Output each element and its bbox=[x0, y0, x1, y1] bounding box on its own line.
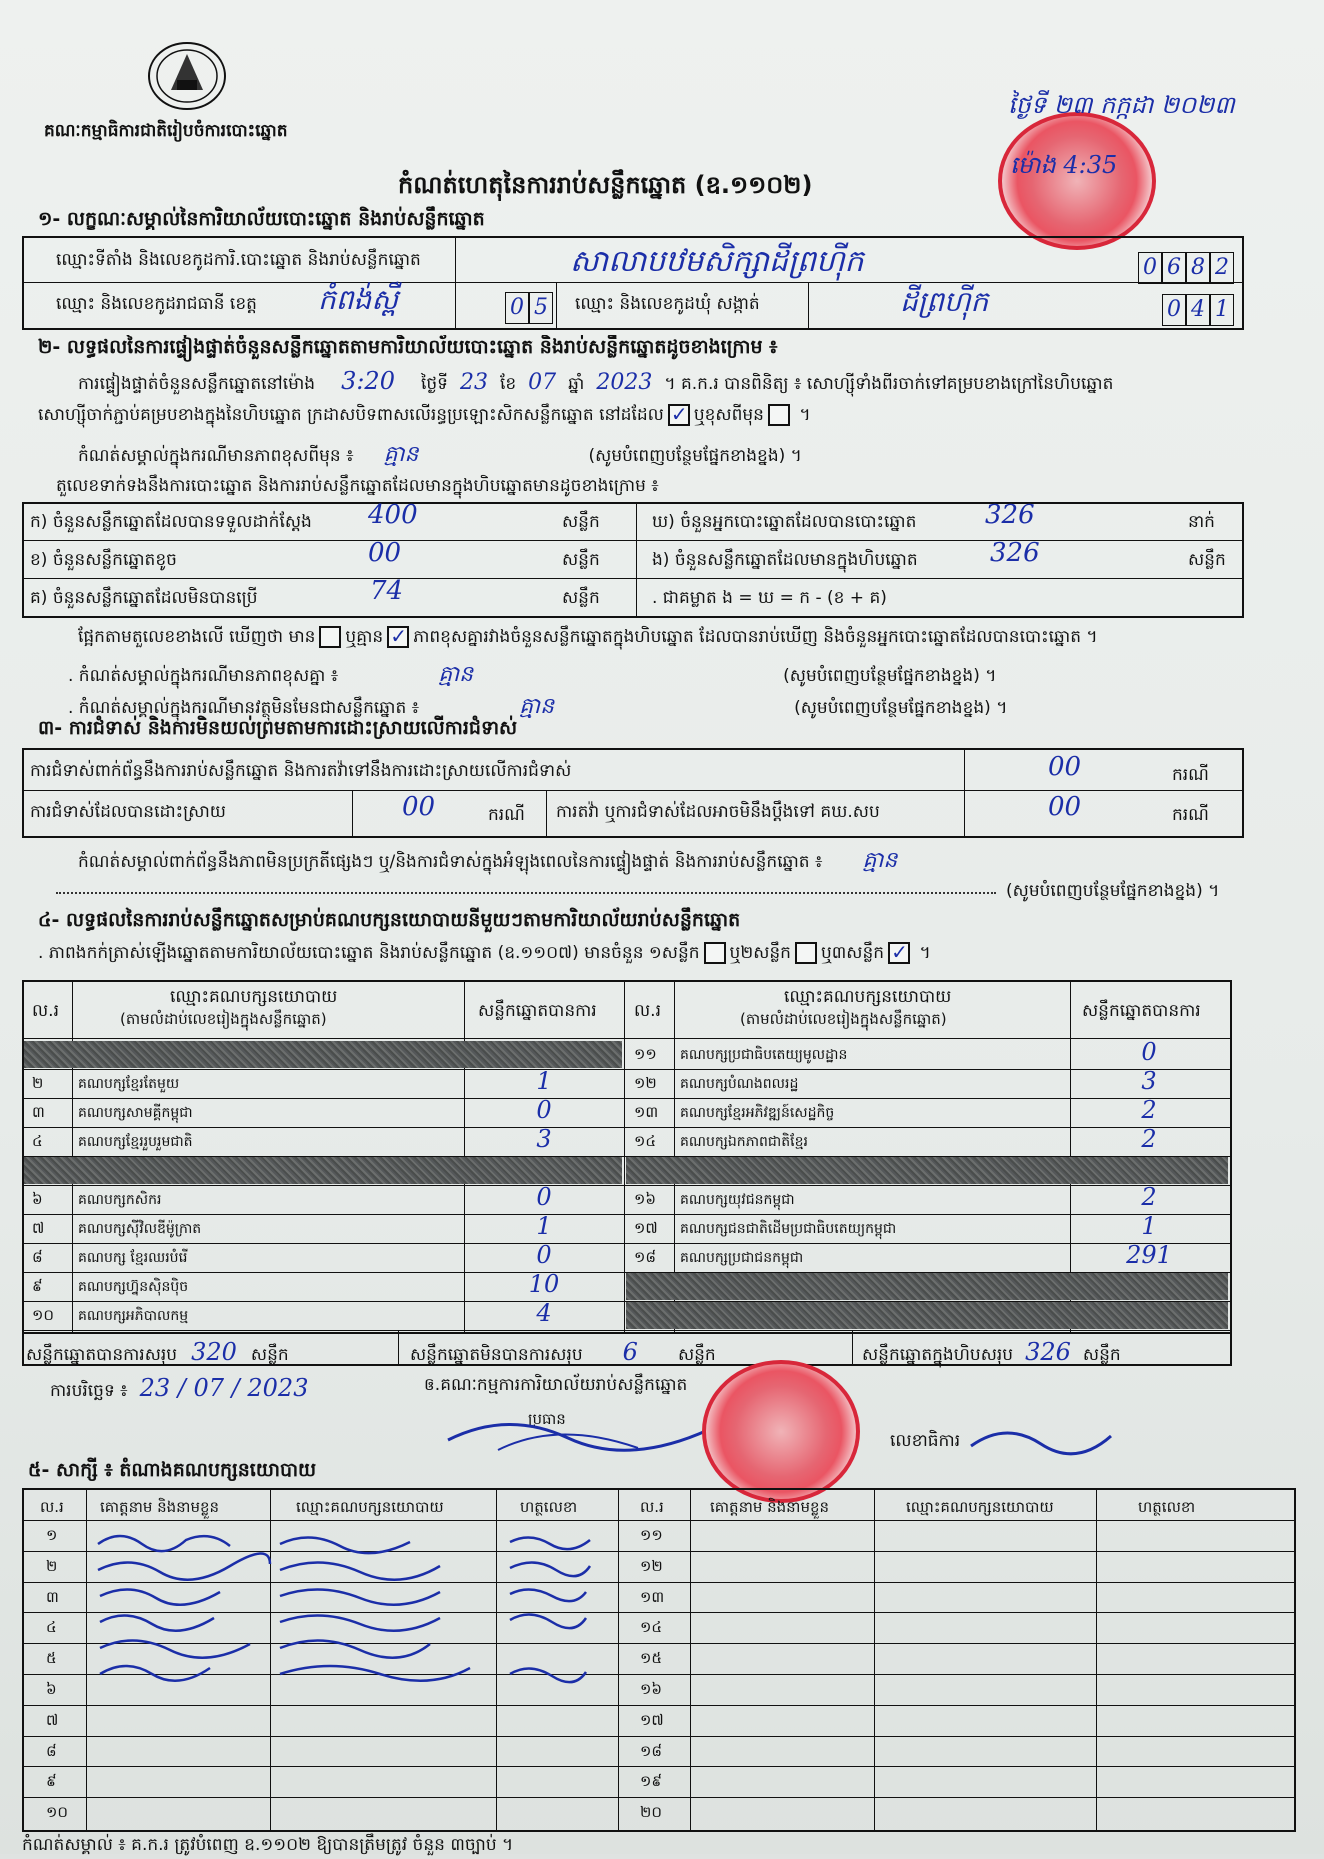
shaded-row bbox=[626, 1273, 1228, 1300]
party-votes: 0 bbox=[536, 1183, 552, 1211]
party-name: គណបក្សខ្មែររួបរួមជាតិ bbox=[78, 1134, 193, 1150]
party-row-number: ៤ bbox=[32, 1132, 43, 1150]
province-code-2: 5 bbox=[529, 292, 553, 324]
party-name: គណបក្សហ្វ៊ុនស៊ិនប៉ិច bbox=[78, 1279, 189, 1295]
witness-col-party-right: ឈ្មោះគណបក្សនយោបាយ bbox=[906, 1498, 1054, 1516]
k-value: 400 bbox=[368, 500, 418, 530]
y-unit: នាក់ bbox=[1188, 512, 1215, 532]
province-label: ឈ្មោះ និងលេខកូដរាជធានី ខេត្ត bbox=[56, 294, 257, 314]
witness-row-number: ១ bbox=[46, 1526, 58, 1544]
stamp-time-handwritten: ម៉ោង 4:35 bbox=[1010, 151, 1118, 179]
witness-row-number: ៦ bbox=[46, 1680, 57, 1698]
party-name: គណបក្សអភិបាលកម្ម bbox=[78, 1308, 189, 1324]
witness-row-number: ៥ bbox=[46, 1649, 57, 1668]
witness-col-no-right: ល.រ bbox=[640, 1498, 664, 1516]
party-name: គណបក្សបំណងពលរដ្ឋ bbox=[680, 1076, 799, 1092]
results-col-no-right: ល.រ bbox=[634, 1001, 661, 1021]
section4-heading: ៤- លទ្ធផលនៃការរាប់សន្លឹកឆ្នោតសម្រាប់គណបក្សនយោបាយនីមួយៗតាមការិយាល័យរាប់សន្លឹកឆ្នោត bbox=[38, 909, 741, 931]
witness-row-number: ១០ bbox=[46, 1803, 68, 1822]
witness-row-number: ៣ bbox=[46, 1587, 59, 1606]
formula: . ជាគម្លាត ង = ឃ = ក - (ខ + គ) bbox=[652, 588, 887, 608]
objection-row2-case: ករណី bbox=[488, 805, 525, 825]
no-difference-checkbox[interactable] bbox=[387, 626, 409, 648]
committee-line: ឲ.គណៈកម្មការការិយាល័យរាប់សន្លឹកឆ្នោត bbox=[424, 1375, 688, 1395]
commune-value: ដីព្រហ៊ីក bbox=[900, 285, 989, 318]
party-row-number: ៧ bbox=[32, 1219, 45, 1237]
party-row-number: ៩ bbox=[32, 1277, 43, 1295]
section5-heading: ៥- សាក្សី ៖ តំណាងគណបក្សនយោបាយ bbox=[28, 1459, 317, 1481]
three-sheet-checkbox[interactable] bbox=[888, 942, 910, 964]
party-row-number: ១០ bbox=[32, 1306, 54, 1324]
k-label: ក) ចំនួនសន្លឹកឆ្នោតដែលបានទទួលដាក់ស្តែង bbox=[30, 512, 312, 532]
party-votes: 1 bbox=[1141, 1212, 1157, 1240]
results-col-no-left: ល.រ bbox=[32, 1001, 59, 1021]
objection-fill-more: (សូមបំពេញបន្ថែមផ្នែកខាងខ្នង) ។ bbox=[1006, 881, 1220, 901]
witness-row-number: ១៨ bbox=[640, 1741, 662, 1760]
objection-row2b-value: 00 bbox=[1048, 792, 1082, 822]
note3-line: . កំណត់សម្គាល់ក្នុងករណីមានវត្ថុមិនមែនជាសន្លឹកឆ្នោត ៖ គ្មាន (សូមបំពេញបន្ថែមផ្នែកខាងខ្នង) ។ bbox=[68, 694, 1008, 719]
objection-row2b-case: ករណី bbox=[1172, 805, 1209, 825]
shaded-row bbox=[24, 1041, 622, 1068]
results-col-party-right: ឈ្មោះគណបក្សនយោបាយ bbox=[784, 987, 952, 1007]
party-row-number: ៦ bbox=[32, 1190, 43, 1208]
party-name: គណបក្សប្រជាជនកម្ពុជា bbox=[680, 1250, 804, 1266]
witness-col-sign-right: ហត្ថលេខា bbox=[1138, 1498, 1196, 1516]
two-sheet-checkbox[interactable] bbox=[795, 942, 817, 964]
party-row-number: ១១ bbox=[634, 1045, 657, 1063]
province-code-1: 0 bbox=[505, 292, 529, 324]
verify-line: ការផ្ទៀងផ្ទាត់ចំនួនសន្លឹកឆ្នោតនៅម៉ោង 3:20 ថ្ងៃទី 23 ខែ 07 ឆ្នាំ 2023 ។ គ.ក.រ បានពិនិត្យ ៖ សោហ្ស៊ីទាំងពីរចាក់ទៅគម្របខាងក្រៅនៃហិបឆ្នោត bbox=[78, 367, 1114, 395]
section3-heading: ៣- ការជំទាស់ និងការមិនយល់ព្រមតាមការដោះស្រាយលើការជំទាស់ bbox=[38, 717, 518, 739]
section4-seal-line: . ភាពងកក់ត្រាស់ឡើងឆ្នោតតាមការិយាល័យបោះឆ្នោត និងរាប់សន្លឹកឆ្នោត (ឧ.១១០៧) មានចំនួន ១សន្លឹក ឬ២សន្លឹក ឬ៣សន្លឹក✓ ។ bbox=[38, 942, 931, 967]
seal-line: សោហ្ស៊ីចាក់ភ្ជាប់គម្របខាងក្នុងនៃហិបឆ្នោត ក្រដាសបិទពាសលើរន្ធប្រឡោះសិកសន្លឹកឆ្នោត នៅដដែល✓ ឬខុសពីមុន ។ bbox=[38, 404, 811, 429]
done-date: 23 / 07 / 2023 bbox=[139, 1374, 309, 1402]
note1-value: គ្មាន bbox=[383, 442, 419, 467]
location-code-1: 0 bbox=[1138, 252, 1162, 284]
note2-value: គ្មាន bbox=[438, 662, 474, 687]
compare-line: ផ្អែកតាមតួលេខខាងលើ ឃើញថា មាន ឬគ្មាន✓ ភាពខុសគ្នារវាងចំនួនសន្លឹកឆ្នោតក្នុងហិបឆ្នោត ដែលបានរាប់ឃើញ និងចំនួនអ្នកបោះឆ្នោតដែលបានបោះឆ្នោត ។ bbox=[78, 626, 1098, 651]
party-votes: 1 bbox=[536, 1212, 552, 1240]
party-name: គណបក្សជនជាតិដើមប្រជាធិបតេយ្យកម្ពុជា bbox=[680, 1221, 897, 1237]
party-row-number: ១៧ bbox=[634, 1219, 658, 1237]
commune-code-1: 0 bbox=[1162, 294, 1186, 326]
shaded-row bbox=[626, 1302, 1228, 1329]
party-row-number: ៨ bbox=[32, 1248, 43, 1266]
province-value: កំពង់ស្ពឺ bbox=[318, 283, 398, 316]
results-col-party-sub-right: (តាមលំដាប់លេខរៀងក្នុងសន្លឹកឆ្នោត) bbox=[740, 1010, 947, 1028]
party-name: គណបក្សប្រជាធិបតេយ្យមូលដ្ឋាន bbox=[680, 1047, 848, 1063]
party-votes: 3 bbox=[536, 1125, 552, 1153]
witness-row-number: ១៥ bbox=[640, 1649, 662, 1668]
witness-col-no-left: ល.រ bbox=[40, 1498, 64, 1516]
objection-row1-value: 00 bbox=[1048, 752, 1082, 782]
note1-line: កំណត់សម្គាល់ក្នុងករណីមានភាពខុសពីមុន ៖ គ្មាន (សូមបំពេញបន្ថែមផ្នែកខាងខ្នង) ។ bbox=[78, 442, 802, 467]
witness-row-number: ៤ bbox=[46, 1618, 57, 1637]
party-name: គណបក្សស៊ីវិលឌីម៉ូក្រាត bbox=[78, 1221, 202, 1237]
commune-code-3: 1 bbox=[1210, 294, 1234, 326]
results-col-party-left: ឈ្មោះគណបក្សនយោបាយ bbox=[170, 987, 338, 1007]
kh-value: 00 bbox=[368, 538, 402, 568]
party-votes: 3 bbox=[1141, 1067, 1157, 1095]
objection-dots bbox=[56, 878, 996, 894]
party-votes: 2 bbox=[1141, 1183, 1157, 1211]
verify-day: 23 bbox=[459, 370, 488, 395]
total-valid: 320 bbox=[191, 1338, 237, 1366]
section2-heading: ២- លទ្ធផលនៃការផ្ទៀងផ្ទាត់ចំនួនសន្លឹកឆ្នោតតាមការិយាល័យបោះឆ្នោត និងរាប់សន្លឹកឆ្នោតដូចខាងក្រោម ៖ bbox=[38, 336, 778, 358]
party-votes: 2 bbox=[1141, 1125, 1157, 1153]
commune-label: ឈ្មោះ និងលេខកូដឃុំ សង្កាត់ bbox=[575, 294, 760, 314]
location-code-3: 8 bbox=[1186, 252, 1210, 284]
ng-label: ង) ចំនួនសន្លឹកឆ្នោតដែលមានក្នុងហិបឆ្នោត bbox=[652, 550, 918, 570]
total-valid-line: សន្លឹកឆ្នោតបានការសរុប 320 សន្លឹក bbox=[26, 1338, 289, 1366]
one-sheet-checkbox[interactable] bbox=[704, 942, 726, 964]
party-name: គណបក្សឯកភាពជាតិខ្មែរ bbox=[680, 1134, 808, 1150]
ko-unit: សន្លឹក bbox=[562, 588, 600, 608]
note3-value: គ្មាន bbox=[519, 694, 555, 719]
chair-signature-icon bbox=[438, 1400, 718, 1460]
stamp-date-handwritten: ថ្ងៃទី ២៣ កក្កដា ២០២៣ bbox=[1008, 91, 1235, 119]
y-label: ឃ) ចំនួនអ្នកបោះឆ្នោតដែលបានបោះឆ្នោត bbox=[652, 512, 917, 532]
party-row-number: ១២ bbox=[634, 1074, 657, 1092]
party-row-number: ១៤ bbox=[634, 1132, 656, 1150]
party-name: គណបក្ស ខ្មែរឈរបំរើ bbox=[78, 1250, 188, 1266]
party-name: គណបក្សកសិករ bbox=[78, 1192, 162, 1208]
done-date-line: ការបរិច្ឆេទ ៖ 23 / 07 / 2023 bbox=[50, 1374, 309, 1402]
location-code-4: 2 bbox=[1210, 252, 1234, 284]
results-col-party-sub-left: (តាមលំដាប់លេខរៀងក្នុងសន្លឹកឆ្នោត) bbox=[120, 1010, 327, 1028]
party-name: គណបក្សខ្មែរតែមួយ bbox=[78, 1076, 180, 1092]
y-value: 326 bbox=[985, 500, 1035, 530]
results-col-votes-left: សន្លឹកឆ្នោតបានការ bbox=[478, 1001, 597, 1021]
witness-col-sign-left: ហត្ថលេខា bbox=[520, 1498, 578, 1516]
note2-line: . កំណត់សម្គាល់ក្នុងករណីមានភាពខុសគ្នា ៖ គ្មាន (សូមបំពេញបន្ថែមផ្នែកខាងខ្នង) ។ bbox=[68, 662, 997, 687]
objection-row1-case: ករណី bbox=[1172, 765, 1209, 785]
witness-row-number: ២ bbox=[46, 1556, 58, 1575]
witness-row-number: ១៤ bbox=[640, 1618, 662, 1637]
party-row-number: ១៣ bbox=[634, 1103, 659, 1121]
objection-note-value: គ្មាន bbox=[862, 848, 898, 873]
witness-row-number: ១១ bbox=[640, 1526, 663, 1544]
witness-row-number: ១៩ bbox=[640, 1772, 662, 1791]
nec-logo-icon bbox=[146, 40, 228, 112]
total-invalid-line: សន្លឹកឆ្នោតមិនបានការសរុប 6 សន្លឹក bbox=[410, 1338, 716, 1366]
same-checkbox[interactable] bbox=[668, 404, 690, 426]
changed-checkbox[interactable] bbox=[768, 404, 790, 426]
shaded-row bbox=[626, 1157, 1228, 1184]
witness-row-number: ១៧ bbox=[640, 1710, 664, 1729]
party-votes: 0 bbox=[536, 1241, 552, 1269]
party-row-number: ៣ bbox=[32, 1103, 45, 1121]
ng-unit: សន្លឹក bbox=[1188, 550, 1226, 570]
verify-time: 3:20 bbox=[341, 367, 395, 395]
footer-note: កំណត់សម្គាល់ ៖ គ.ក.រ ត្រូវបំពេញ ឧ.១១០២ ឱ្យបានត្រឹមត្រូវ ចំនួន ៣ច្បាប់ ។ bbox=[22, 1835, 514, 1855]
k-unit: សន្លឹក bbox=[562, 512, 600, 532]
ng-value: 326 bbox=[990, 538, 1040, 568]
objection-row2-value: 00 bbox=[402, 792, 436, 822]
objection-row2-label: ការជំទាស់ដែលបានដោះស្រាយ bbox=[30, 802, 226, 822]
kh-label: ខ) ចំនួនសន្លឹកឆ្នោតខូច bbox=[30, 550, 177, 570]
witness-handwriting-icon bbox=[90, 1526, 610, 1696]
verify-month: 07 bbox=[528, 370, 557, 395]
party-row-number: ១៦ bbox=[634, 1190, 656, 1208]
witness-row-number: ១២ bbox=[640, 1556, 663, 1575]
party-votes: 10 bbox=[528, 1270, 560, 1298]
chair-label: ប្រធាន bbox=[528, 1410, 566, 1428]
party-votes: 2 bbox=[1141, 1096, 1157, 1124]
commune-code-2: 4 bbox=[1186, 294, 1210, 326]
party-name: គណបក្សខ្មែរអភិវឌ្ឍន៍សេដ្ឋកិច្ច bbox=[680, 1105, 835, 1121]
witness-row-number: ៧ bbox=[46, 1710, 59, 1729]
total-box-line: សន្លឹកឆ្នោតក្នុងហិបសរុប 326 សន្លឹក bbox=[862, 1338, 1121, 1366]
total-box: 326 bbox=[1025, 1338, 1071, 1366]
witness-row-number: ២០ bbox=[640, 1803, 662, 1822]
form-title: កំណត់ហេតុនៃការរាប់សន្លឹកឆ្នោត (ឧ.១១០២) bbox=[398, 171, 813, 199]
objection-note-line: កំណត់សម្គាល់ពាក់ព័ន្ធនឹងភាពមិនប្រក្រតីផ្សេងៗ ឬ/និងការជំទាស់ក្នុងអំឡុងពេលនៃការផ្ទៀងផ្ទាត់ និងការរាប់សន្លឹកឆ្នោត ៖ គ្មាន bbox=[78, 848, 898, 873]
total-invalid: 6 bbox=[622, 1338, 638, 1366]
party-name: គណបក្សសាមគ្គីកម្ពុជា bbox=[78, 1105, 193, 1121]
section1-heading: ១- លក្ខណៈសម្គាល់នៃការិយាល័យបោះឆ្នោត និងរាប់សន្លឹកឆ្នោត bbox=[38, 208, 485, 230]
party-votes: 1 bbox=[536, 1067, 552, 1095]
party-row-number: ២ bbox=[32, 1074, 44, 1092]
has-difference-checkbox[interactable] bbox=[319, 626, 341, 648]
witness-col-name-left: គោត្តនាម និងនាមខ្លួន bbox=[100, 1498, 220, 1516]
party-votes: 4 bbox=[536, 1299, 552, 1327]
objection-row1-label: ការជំទាស់ពាក់ព័ន្ធនឹងការរាប់សន្លឹកឆ្នោត និងការតវ៉ាទៅនឹងការដោះស្រាយលើការជំទាស់ bbox=[30, 761, 572, 781]
committee-name: គណៈកម្មាធិការជាតិរៀបចំការបោះឆ្នោត bbox=[44, 121, 288, 141]
ko-label: គ) ចំនួនសន្លឹកឆ្នោតដែលមិនបានប្រើ bbox=[30, 588, 258, 608]
location-label: ឈ្មោះទីតាំង និងលេខកូដការិ.បោះឆ្នោត និងរាប់សន្លឹកឆ្នោត bbox=[56, 250, 421, 270]
objection-row2b-label: ការតវ៉ា ឬការជំទាស់ដែលអាចមិនឹងប្តឹងទៅ គឃ.សប bbox=[556, 802, 880, 822]
party-votes: 0 bbox=[1141, 1038, 1157, 1066]
counts-intro: តួលេខទាក់ទងនឹងការបោះឆ្នោត និងការរាប់សន្លឹកឆ្នោតដែលមានក្នុងហិបឆ្នោតមានដូចខាងក្រោម ៖ bbox=[56, 476, 659, 496]
location-value: សាលាបឋមសិក្សាដីព្រហ៊ីក bbox=[570, 244, 864, 279]
party-name: គណបក្សយុវជនកម្ពុជា bbox=[680, 1192, 795, 1208]
party-row-number: ១៨ bbox=[634, 1248, 656, 1266]
witness-row-number: ១៦ bbox=[640, 1680, 662, 1698]
witness-col-party-left: ឈ្មោះគណបក្សនយោបាយ bbox=[296, 1498, 444, 1516]
party-votes: 0 bbox=[536, 1096, 552, 1124]
ko-value: 74 bbox=[370, 576, 404, 606]
secretary-label: លេខាធិការ bbox=[890, 1431, 961, 1451]
location-code-2: 6 bbox=[1162, 252, 1186, 284]
secretary-signature-icon bbox=[966, 1416, 1116, 1460]
witness-row-number: ៨ bbox=[46, 1741, 57, 1760]
witness-row-number: ៩ bbox=[46, 1772, 57, 1791]
verify-year: 2023 bbox=[596, 370, 653, 395]
witness-row-number: ១៣ bbox=[640, 1587, 665, 1606]
witness-col-name-right: គោត្តនាម និងនាមខ្លួន bbox=[710, 1498, 830, 1516]
shaded-row bbox=[24, 1157, 622, 1184]
committee-stamp-icon bbox=[702, 1360, 860, 1503]
kh-unit: សន្លឹក bbox=[562, 550, 600, 570]
party-votes: 291 bbox=[1126, 1241, 1172, 1269]
results-col-votes-right: សន្លឹកឆ្នោតបានការ bbox=[1082, 1001, 1201, 1021]
